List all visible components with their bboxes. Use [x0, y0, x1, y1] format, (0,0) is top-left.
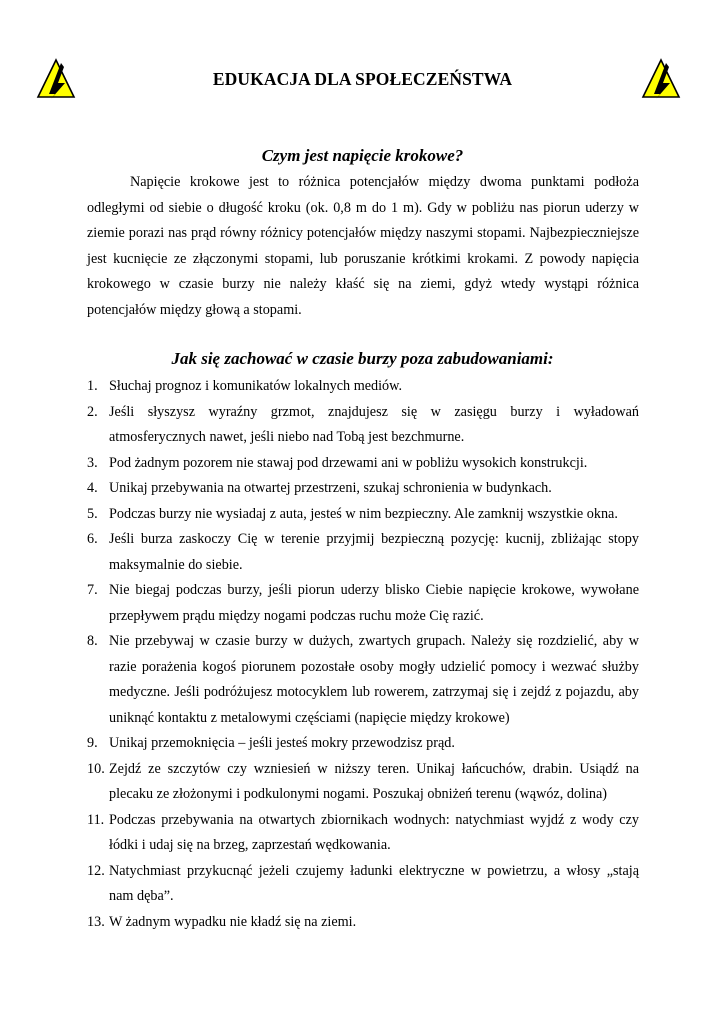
list-item-text: Słuchaj prognoz i komunikatów lokalnych mediów.: [109, 378, 403, 394]
list-item-number: 13.: [87, 913, 105, 930]
storm-safety-list: [87, 374, 639, 935]
list-item-number: 9.: [87, 735, 98, 751]
list-item-text: Nie przebywaj w czasie burzy w dużych, zwartych grupach. Należy się rozdzielić, aby w razie porażenia kogoś piorunem pozostałe osoby mogły udzielić pomocy i wezwać służby medyczne. Jeśli podróżujesz motocyklem lub rowerem, zatrzymaj się i zejdź z pojazdu, aby uniknąć kontaktu z metalowymi częściami (napięcie między krokowe): [109, 633, 639, 726]
lightning-triangle-icon: [641, 58, 681, 100]
list-item-text: Pod żadnym pozorem nie stawaj pod drzewami ani w pobliżu wysokich konstrukcji.: [109, 454, 588, 471]
list-item: [87, 502, 639, 528]
list-item-number: 10.: [87, 760, 105, 777]
list-item-number: 4.: [87, 480, 98, 496]
list-item: [87, 476, 639, 502]
list-item-text: Jeśli burza zaskoczy Cię w terenie przyjmij bezpieczną pozycję: kucnij, zbliżając stopy maksymalnie do siebie.: [109, 531, 639, 573]
list-item-text: Zejdź ze szczytów czy wzniesień w niższy teren. Unikaj łańcuchów, drabin. Usiądź na plecaku ze złożonymi i podkulonymi nogami. Poszukaj obniżeń terenu (wąwóz, dolina): [109, 760, 639, 802]
list-item-number: 8.: [87, 633, 98, 649]
list-item: [87, 859, 639, 910]
list-item-number: 3.: [87, 454, 98, 471]
list-item-number: 7.: [87, 582, 98, 598]
list-item-text: Jeśli słyszysz wyraźny grzmot, znajdujesz się w zasięgu burzy i wyładowań atmosferycznych nawet, jeśli niebo nad Tobą jest bezchmurne.: [109, 403, 639, 445]
list-item-text: Unikaj przemoknięcia – jeśli jesteś mokry przewodzisz prąd.: [109, 735, 455, 751]
list-item: [87, 629, 639, 731]
section-heading-storm-behavior: Jak się zachować w czasie burzy poza zabudowaniami:: [171, 349, 554, 368]
list-item-number: 11.: [87, 811, 105, 828]
list-item-text: Nie biegaj podczas burzy, jeśli piorun uderzy blisko Ciebie napięcie krokowe, wywołane przepływem prądu między nogami podczas ruchu może Cię razić.: [109, 582, 639, 624]
list-item: [87, 808, 639, 859]
list-item-text: Natychmiast przykucnąć jeżeli czujemy ładunki elektryczne w powietrzu, a włosy „stają nam dęba”.: [109, 862, 639, 904]
list-item: [87, 910, 639, 936]
list-item: [87, 578, 639, 629]
list-item: [87, 527, 639, 578]
list-item: [87, 374, 639, 400]
step-voltage-paragraph: Napięcie krokowe jest to różnica potencjałów między dwoma punktami podłoża odległymi od siebie o długość kroku (ok. 0,8 m do 1 m). Gdy w pobliżu nas piorun uderzy w ziemie porazi nas prąd równy różnicy potencjałów między naszymi stopami. Najbezpieczniejsze jest kucnięcie ze złączonymi stopami, lub poruszanie krótkimi krokami. Z powody napięcia krokowego w czasie burzy nie należy kłaść się na ziemi, gdyż wtedy wystąpi różnica potencjałów między głową a stopami.: [87, 174, 639, 318]
list-item: [87, 731, 639, 757]
document-title: EDUKACJA DLA SPOŁECZEŃSTWA: [212, 69, 513, 89]
list-item: [87, 757, 639, 808]
section-heading-step-voltage: Czym jest napięcie krokowe?: [261, 146, 464, 165]
list-item-number: 12.: [87, 862, 105, 879]
list-item-text: Podczas przebywania na otwartych zbiornikach wodnych: natychmiast wyjdź z wody czy łódki i udaj się na brzeg, zaprzestań wędkowania.: [109, 811, 639, 853]
list-item-text: Unikaj przebywania na otwartej przestrzeni, szukaj schronienia w budynkach.: [109, 480, 552, 496]
list-item-text: W żadnym wypadku nie kładź się na ziemi.: [109, 913, 357, 930]
list-item: [87, 451, 639, 477]
list-item-number: 5.: [87, 505, 98, 522]
list-item: [87, 400, 639, 451]
list-item-number: 2.: [87, 403, 98, 420]
list-item-text: Podczas burzy nie wysiadaj z auta, jesteś w nim bezpieczny. Ale zamknij wszystkie okna.: [109, 505, 618, 522]
warning-triangle-logo-right: [641, 58, 681, 100]
list-item-number: 6.: [87, 531, 98, 547]
list-item-number: 1.: [87, 378, 98, 394]
